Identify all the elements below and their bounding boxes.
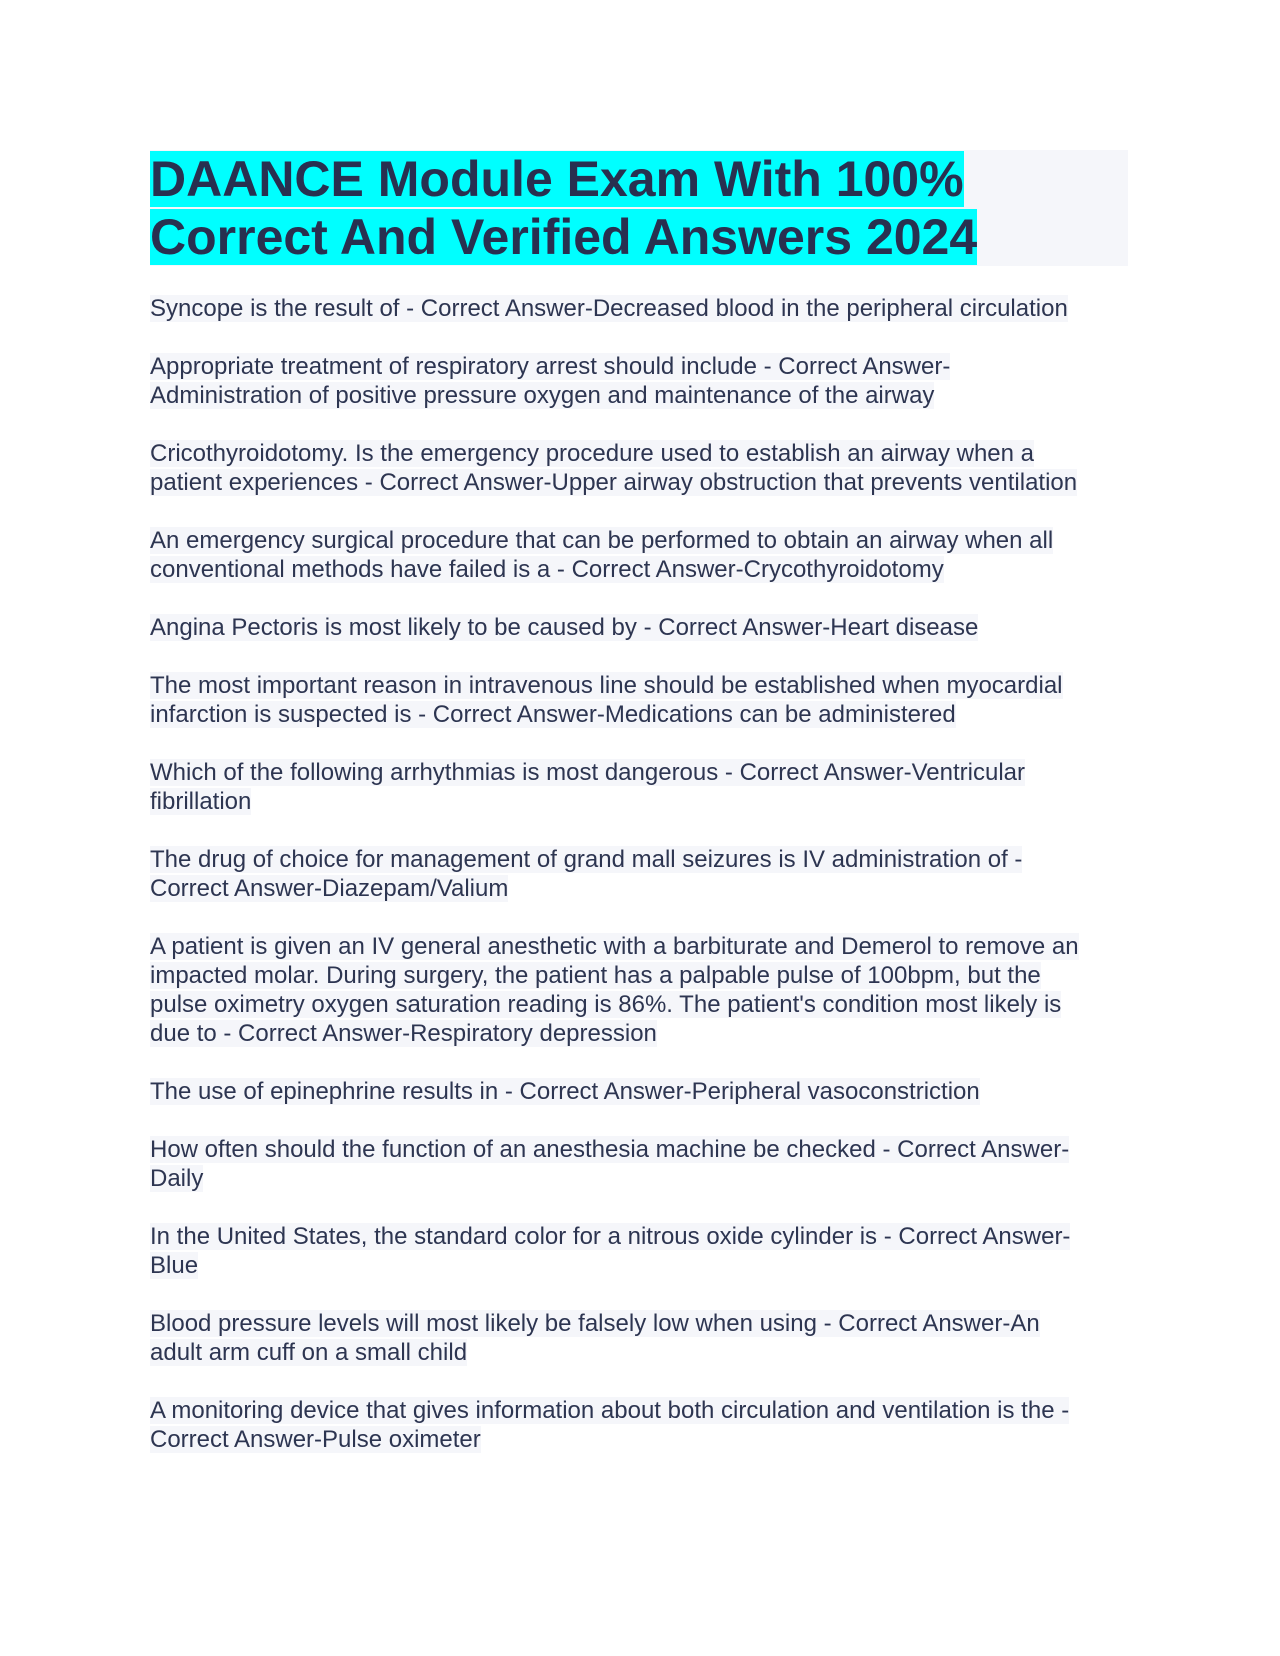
qa-line: Correct Answer-Pulse oximeter — [150, 1426, 481, 1453]
qa-line: Daily — [150, 1165, 204, 1192]
qa-line: A monitoring device that gives information about both circulation and ventilation is the - — [150, 1397, 1070, 1424]
title-block — [150, 150, 1128, 266]
qa-item — [150, 1135, 1128, 1193]
qa-item — [150, 294, 1128, 323]
qa-line: impacted molar. During surgery, the patient has a palpable pulse of 100bpm, but the — [150, 962, 1041, 989]
qa-line: The most important reason in intravenous line should be established when myocardial — [150, 672, 1063, 699]
qa-line: patient experiences - Correct Answer-Upper airway obstruction that prevents ventilation — [150, 469, 1078, 496]
qa-line: adult arm cuff on a small child — [150, 1339, 468, 1366]
qa-item — [150, 526, 1128, 584]
qa-item — [150, 613, 1128, 642]
qa-item — [150, 845, 1128, 903]
title-line-1: DAANCE Module Exam With 100% — [150, 151, 964, 207]
qa-line: Syncope is the result of - Correct Answer-Decreased blood in the peripheral circulation — [150, 295, 1068, 322]
qa-list — [150, 294, 1128, 1454]
qa-item — [150, 1396, 1128, 1454]
qa-line: Appropriate treatment of respiratory arrest should include - Correct Answer- — [150, 353, 951, 380]
qa-line: fibrillation — [150, 788, 252, 815]
qa-line: Blood pressure levels will most likely be falsely low when using - Correct Answer-An — [150, 1310, 1040, 1337]
qa-line: The drug of choice for management of grand mall seizures is IV administration of - — [150, 846, 1023, 873]
qa-item — [150, 352, 1128, 410]
qa-item — [150, 1222, 1128, 1280]
qa-line: Correct Answer-Diazepam/Valium — [150, 875, 509, 902]
qa-item — [150, 1309, 1128, 1367]
qa-line: infarction is suspected is - Correct Answer-Medications can be administered — [150, 701, 956, 728]
title-line-2: Correct And Verified Answers 2024 — [150, 209, 978, 265]
document-title — [150, 150, 1128, 266]
qa-line: The use of epinephrine results in - Correct Answer-Peripheral vasoconstriction — [150, 1078, 980, 1105]
qa-item — [150, 932, 1128, 1048]
qa-item — [150, 439, 1128, 497]
document-page — [150, 150, 1128, 1483]
qa-line: In the United States, the standard color for a nitrous oxide cylinder is - Correct Answer- — [150, 1223, 1071, 1250]
qa-line: Angina Pectoris is most likely to be caused by - Correct Answer-Heart disease — [150, 614, 979, 641]
qa-line: Administration of positive pressure oxygen and maintenance of the airway — [150, 382, 935, 409]
qa-line: An emergency surgical procedure that can be performed to obtain an airway when all — [150, 527, 1054, 554]
qa-line: pulse oximetry oxygen saturation reading is 86%. The patient's condition most likely is — [150, 991, 1062, 1018]
qa-item — [150, 671, 1128, 729]
qa-line: A patient is given an IV general anesthetic with a barbiturate and Demerol to remove an — [150, 933, 1079, 960]
qa-line: due to - Correct Answer-Respiratory depression — [150, 1020, 657, 1047]
qa-line: Which of the following arrhythmias is most dangerous - Correct Answer-Ventricular — [150, 759, 1026, 786]
qa-line: Cricothyroidotomy. Is the emergency procedure used to establish an airway when a — [150, 440, 1035, 467]
qa-item — [150, 758, 1128, 816]
qa-line: conventional methods have failed is a - Correct Answer-Crycothyroidotomy — [150, 556, 944, 583]
qa-line: How often should the function of an anesthesia machine be checked - Correct Answer- — [150, 1136, 1070, 1163]
qa-item — [150, 1077, 1128, 1106]
qa-line: Blue — [150, 1252, 199, 1279]
